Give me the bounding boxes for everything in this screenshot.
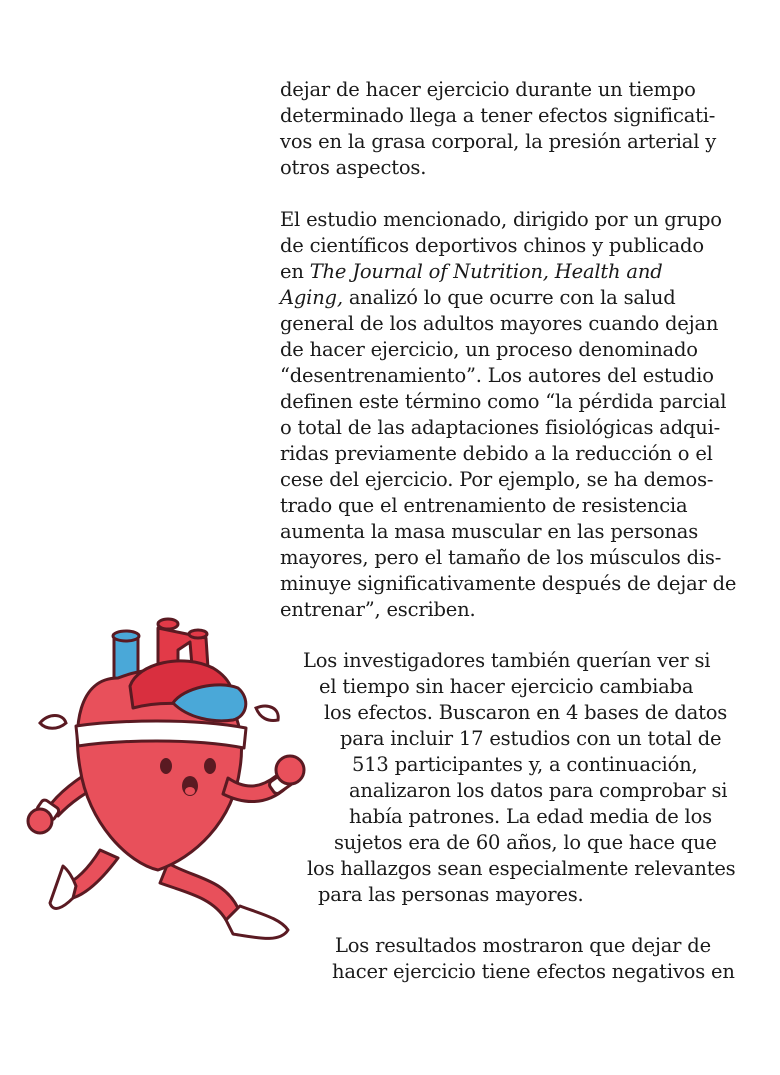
p1-line: vos en la grasa corporal, la presión arterial y xyxy=(280,130,717,153)
journal-title: The Journal of Nutrition, Health and xyxy=(309,260,663,283)
p2-line: de científicos deportivos chinos y publicado xyxy=(280,234,704,257)
p2-line: minuye significativamente después de dejar de xyxy=(280,572,737,595)
right-eye xyxy=(204,758,216,774)
left-eye xyxy=(160,758,172,774)
front-shoe xyxy=(226,906,288,938)
mouth-tongue xyxy=(185,787,195,795)
back-shoe xyxy=(50,866,76,908)
p4-line: hacer ejercicio tiene efectos negativos en xyxy=(332,960,735,983)
p2-line: trado que el entrenamiento de resistencia xyxy=(280,494,688,517)
blue-vessel-top xyxy=(113,631,139,641)
p3-line: sujetos era de 60 años, lo que hace que xyxy=(334,831,717,854)
p2-line: definen este término como “la pérdida parcial xyxy=(280,390,727,413)
p1-line: dejar de hacer ejercicio durante un tiempo xyxy=(280,78,696,101)
p2-prefix: en xyxy=(280,260,310,283)
p2-line: o total de las adaptaciones fisiológicas adqui- xyxy=(280,416,721,439)
sweat-drop-left xyxy=(40,716,66,729)
p2-line: ridas previamente debido a la reducción o el xyxy=(280,442,713,465)
p3-line: 513 participantes y, a continuación, xyxy=(352,753,698,776)
sweat-drop-right xyxy=(256,706,278,720)
running-heart-icon xyxy=(18,608,308,958)
p3-line: los efectos. Buscaron en 4 bases de datos xyxy=(324,701,728,724)
red-vessel-cap xyxy=(158,619,178,629)
p2-line-journal xyxy=(280,259,662,285)
p3-line: el tiempo sin hacer ejercicio cambiaba xyxy=(319,675,694,698)
p2-line: mayores, pero el tamaño de los músculos dis- xyxy=(280,546,722,569)
back-fist xyxy=(28,809,52,833)
front-fist xyxy=(276,756,304,784)
p2-line: entrenar”, escriben. xyxy=(280,598,476,621)
p3-line: los hallazgos sean especialmente relevantes xyxy=(307,857,736,880)
p1-line: determinado llega a tener efectos significati- xyxy=(280,104,716,127)
p2-line-journal xyxy=(280,285,676,311)
p3-line: para las personas mayores. xyxy=(318,883,584,906)
p4-line: Los resultados mostraron que dejar de xyxy=(335,934,711,957)
p2-line: de hacer ejercicio, un proceso denominado xyxy=(280,338,698,361)
p2-line: general de los adultos mayores cuando dejan xyxy=(280,312,719,335)
red-vessel-cap-2 xyxy=(189,630,207,638)
p2-line: “desentrenamiento”. Los autores del estudio xyxy=(280,364,714,387)
p3-line: analizaron los datos para comprobar si xyxy=(349,779,728,802)
p2-rest: analizó lo que ocurre con la salud xyxy=(342,286,676,309)
journal-title-end: Aging, xyxy=(280,286,343,309)
p3-line: había patrones. La edad media de los xyxy=(349,805,712,828)
p2-line: El estudio mencionado, dirigido por un grupo xyxy=(280,208,722,231)
p3-line: para incluir 17 estudios con un total de xyxy=(340,727,722,750)
p2-line: aumenta la masa muscular en las personas xyxy=(280,520,699,543)
p2-line: cese del ejercicio. Por ejemplo, se ha demos- xyxy=(280,468,714,491)
p1-line: otros aspectos. xyxy=(280,156,427,179)
p3-line: Los investigadores también querían ver si xyxy=(303,649,711,672)
front-leg xyxy=(160,863,238,920)
